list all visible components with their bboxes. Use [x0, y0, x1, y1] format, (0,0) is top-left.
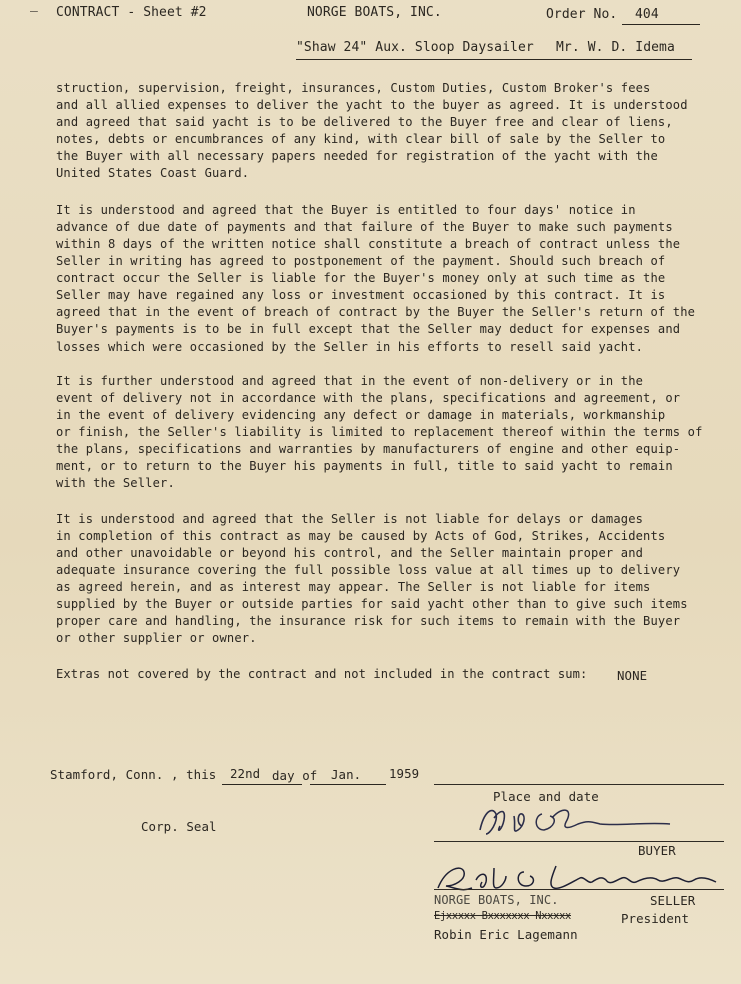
paragraph-line: the Buyer with all necessary papers needed for registration of the yacht with the [56, 149, 658, 163]
paragraph-line: as agreed herein, and as interest may appear. The Seller is not liable for items [56, 580, 651, 594]
signing-day-of: day of [272, 768, 318, 783]
struck-out-name: Ejxxxxx Bxxxxxxx Nxxxxx [434, 910, 571, 922]
paragraph-line: agreed that in the event of breach of contract by the Buyer the Seller's return of the [56, 305, 696, 319]
seller-signature-line [434, 889, 724, 890]
seller-signature [432, 858, 728, 898]
buyer-signature [470, 800, 700, 844]
month-underline [310, 784, 386, 785]
seller-company: NORGE BOATS, INC. [434, 893, 559, 907]
buyer-header-name: Mr. W. D. Idema [556, 40, 675, 55]
seller-printed-name: Robin Eric Lagemann [434, 927, 578, 942]
paragraph-line: Seller in writing has agreed to postponement of the payment. Should such breach of [56, 254, 666, 268]
president-label: President [621, 911, 690, 926]
extras-statement: Extras not covered by the contract and not included in the contract sum: [56, 667, 588, 681]
paragraph-line: It is understood and agreed that the Seller is not liable for delays or damages [56, 512, 644, 526]
contract-sheet-label: CONTRACT - Sheet #2 [56, 5, 207, 20]
boat-model: "Shaw 24" Aux. Sloop Daysailer [296, 40, 534, 55]
paragraph-line: event of delivery not in accordance with the plans, specifications and agreement, or [56, 391, 681, 405]
signing-month: Jan. [331, 767, 362, 782]
signing-year: 1959 [389, 766, 420, 781]
signing-place: Stamford, Conn. , this [50, 767, 217, 782]
company-name: NORGE BOATS, INC. [307, 5, 442, 20]
paragraph-line: contract occur the Seller is liable for the Buyer's money only at such time as the [56, 271, 666, 285]
order-number: 404 [635, 7, 659, 22]
signing-day: 22nd [230, 766, 261, 781]
paragraph-line: with the Seller. [56, 476, 175, 490]
paragraph-line: Seller may have regained any loss or investment occasioned by this contract. It is [56, 288, 666, 302]
paragraph-line: or other supplier or owner. [56, 631, 257, 645]
paragraph-line: adequate insurance covering the full possible loss value at all times up to delivery [56, 563, 681, 577]
paragraph-line: It is further understood and agreed that in the event of non-delivery or in the [56, 374, 644, 388]
paragraph-line: losses which were occasioned by the Seller in his efforts to resell said yacht. [56, 340, 644, 354]
header-underline [296, 59, 692, 60]
paragraph-line: It is understood and agreed that the Buyer is entitled to four days' notice in [56, 203, 636, 217]
extras-value: NONE [617, 668, 648, 683]
paragraph-line: United States Coast Guard. [56, 166, 250, 180]
corner-mark: — [30, 4, 38, 19]
paragraph-line: notes, debts or encumbrances of any kind, with clear bill of sale by the Seller to [56, 132, 666, 146]
buyer-label: BUYER [638, 843, 676, 858]
order-number-underline [622, 24, 700, 25]
paragraph-line: struction, supervision, freight, insurances, Custom Duties, Custom Broker's fees [56, 81, 651, 95]
paragraph-line: Buyer's payments is to be in full except that the Seller may deduct for expenses and [56, 322, 681, 336]
place-date-line [434, 784, 724, 785]
place-date-label: Place and date [493, 789, 599, 804]
day-underline [222, 784, 302, 785]
paragraph-line: and agreed that said yacht is to be delivered to the Buyer free and clear of liens, [56, 115, 673, 129]
paragraph-line: in the event of delivery evidencing any defect or damage in materials, workmanship [56, 408, 666, 422]
paragraph-line: supplied by the Buyer or outside parties for said yacht other than to give such items [56, 597, 688, 611]
paragraph-line: and other unavoidable or beyond his control, and the Seller maintain proper and [56, 546, 644, 560]
paragraph-line: or finish, the Seller's liability is limited to replacement thereof within the terms of [56, 425, 703, 439]
order-label: Order No. [546, 7, 618, 22]
paragraph-line: proper care and handling, the insurance risk for such items to remain with the Buyer [56, 614, 681, 628]
paragraph-line: and all allied expenses to deliver the yacht to the buyer as agreed. It is understood [56, 98, 688, 112]
paragraph-line: in completion of this contract as may be caused by Acts of God, Strikes, Accidents [56, 529, 666, 543]
buyer-signature-line [434, 841, 724, 842]
paragraph-line: the plans, specifications and warranties by manufacturers of engine and other equip- [56, 442, 681, 456]
paragraph-line: within 8 days of the written notice shall constitute a breach of contract unless the [56, 237, 681, 251]
seller-label: SELLER [650, 893, 696, 908]
paragraph-line: advance of due date of payments and that failure of the Buyer to make such payments [56, 220, 673, 234]
paragraph-line: ment, or to return to the Buyer his payments in full, title to said yacht to remain [56, 459, 673, 473]
corp-seal-label: Corp. Seal [141, 819, 217, 834]
